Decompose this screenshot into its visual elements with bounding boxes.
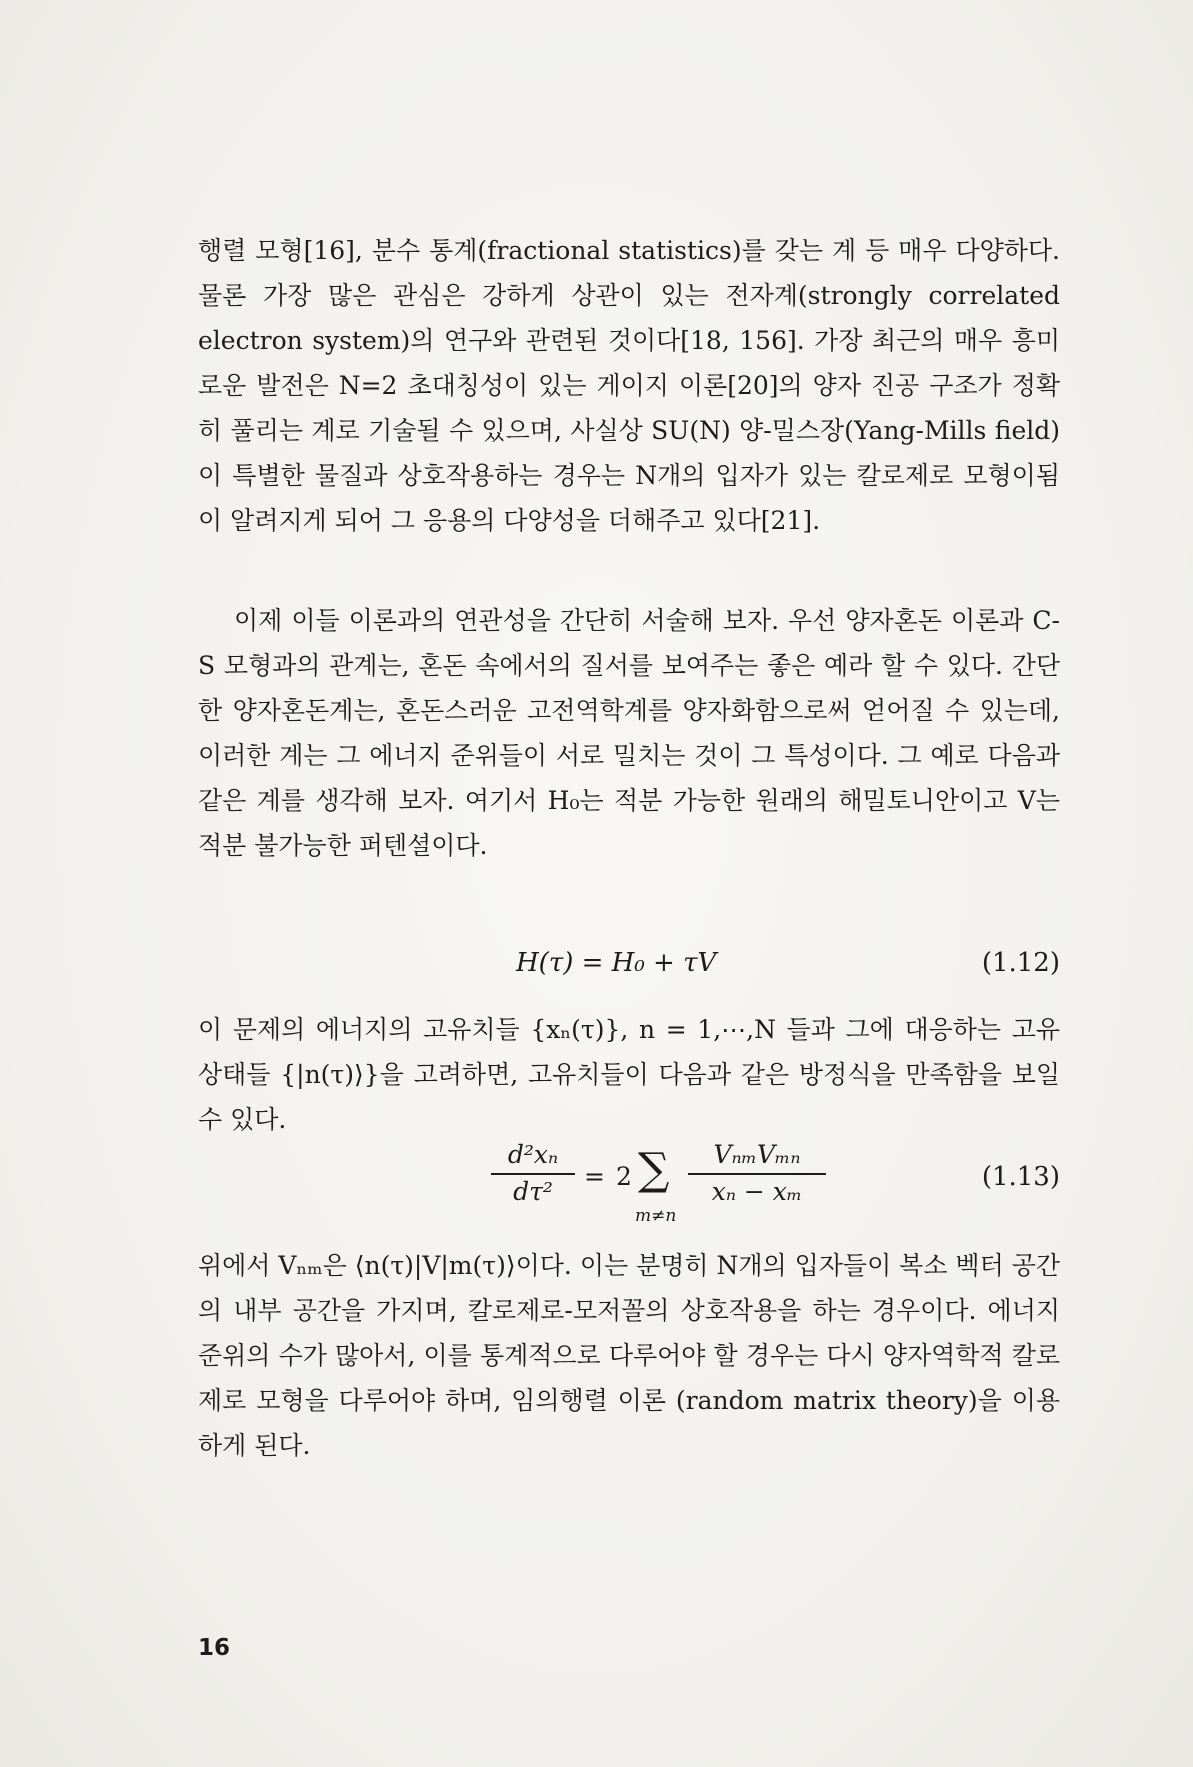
paragraph-2	[198, 598, 1060, 868]
equation-1-13-rhs-fraction	[688, 1140, 826, 1206]
paragraph-2-text: 이제 이들 이론과의 연관성을 간단히 서술해 보자. 우선 양자혼돈 이론과 C-S 모형과의 관계는, 혼돈 속에서의 질서를 보여주는 좋은 예라 할 수 있다. 간단한 양자혼돈계는, 혼돈스러운 고전역학계를 양자화함으로써 얻어질 수 있는데, 이러한 계는 그 에너지 준위들이 서로 밀치는 것이 그 특성이다. 그 예로 다음과 같은 계를 생각해 보자. 여기서 H₀는 적분 가능한 원래의 해밀토니안이고 V는 적분 불가능한 퍼텐셜이다.	[198, 606, 1060, 860]
equation-1-12-expression: H(τ) = H₀ + τV	[516, 948, 717, 978]
paragraph-4-text: 위에서 Vₙₘ은 ⟨n(τ)|V|m(τ)⟩이다. 이는 분명히 N개의 입자들이 복소 벡터 공간의 내부 공간을 가지며, 칼로제로-모저꼴의 상호작용을 하는 경우이다. 에너지 준위의 수가 많아서, 이를 통계적으로 다루어야 할 경우는 다시 양자역학적 칼로제로 모형을 다루어야 하며, 임의행렬 이론 (random matrix theory)을 이용하게 된다.	[198, 1251, 1060, 1460]
paragraph-1-text: 행렬 모형[16], 분수 통계(fractional statistics)를 갖는 계 등 매우 다양하다. 물론 가장 많은 관심은 강하게 상관이 있는 전자계(strongly correlated electron system)의 연구와 관련된 것이다[18, 156]. 가장 최근의 매우 흥미로운 발전은 N=2 초대칭성이 있는 게이지 이론[20]의 양자 진공 구조가 정확히 풀리는 계로 기술될 수 있으며, 사실상 SU(N) 양-밀스장(Yang-Mills field)이 특별한 물질과 상호작용하는 경우는 N개의 입자가 있는 칼로제로 모형이됨이 알려지게 되어 그 응용의 다양성을 더해주고 있다[21].	[198, 236, 1060, 535]
summation-subscript: m≠n	[635, 1206, 677, 1226]
rhs-denominator: xₙ − xₘ	[711, 1177, 803, 1206]
equals-sign: =	[584, 1162, 605, 1191]
page-number: 16	[198, 1635, 231, 1661]
rhs-fraction-bar	[688, 1173, 826, 1175]
lhs-numerator: d²xₙ	[507, 1140, 559, 1169]
summation-sign: ∑	[638, 1144, 670, 1195]
rhs-numerator: VₙₘVₘₙ	[713, 1140, 801, 1169]
equation-1-13-lhs-fraction	[491, 1140, 575, 1206]
equation-1-12-number: (1.12)	[981, 948, 1060, 978]
paragraph-4	[198, 1243, 1060, 1468]
equation-1-13	[198, 1140, 1060, 1235]
equation-1-13-number: (1.13)	[981, 1162, 1060, 1192]
lhs-denominator: dτ²	[513, 1177, 553, 1206]
coefficient: 2	[616, 1162, 632, 1191]
paragraph-3	[198, 1007, 1060, 1142]
paragraph-3-text: 이 문제의 에너지의 고유치들 {xₙ(τ)}, n = 1,⋯,N 들과 그에 대응하는 고유 상태들 {|n(τ)⟩}을 고려하면, 고유치들이 다음과 같은 방정식을 만족함을 보일 수 있다.	[198, 1015, 1060, 1134]
paragraph-1	[198, 228, 1060, 543]
lhs-fraction-bar	[491, 1173, 575, 1175]
equation-1-12	[198, 948, 1060, 988]
